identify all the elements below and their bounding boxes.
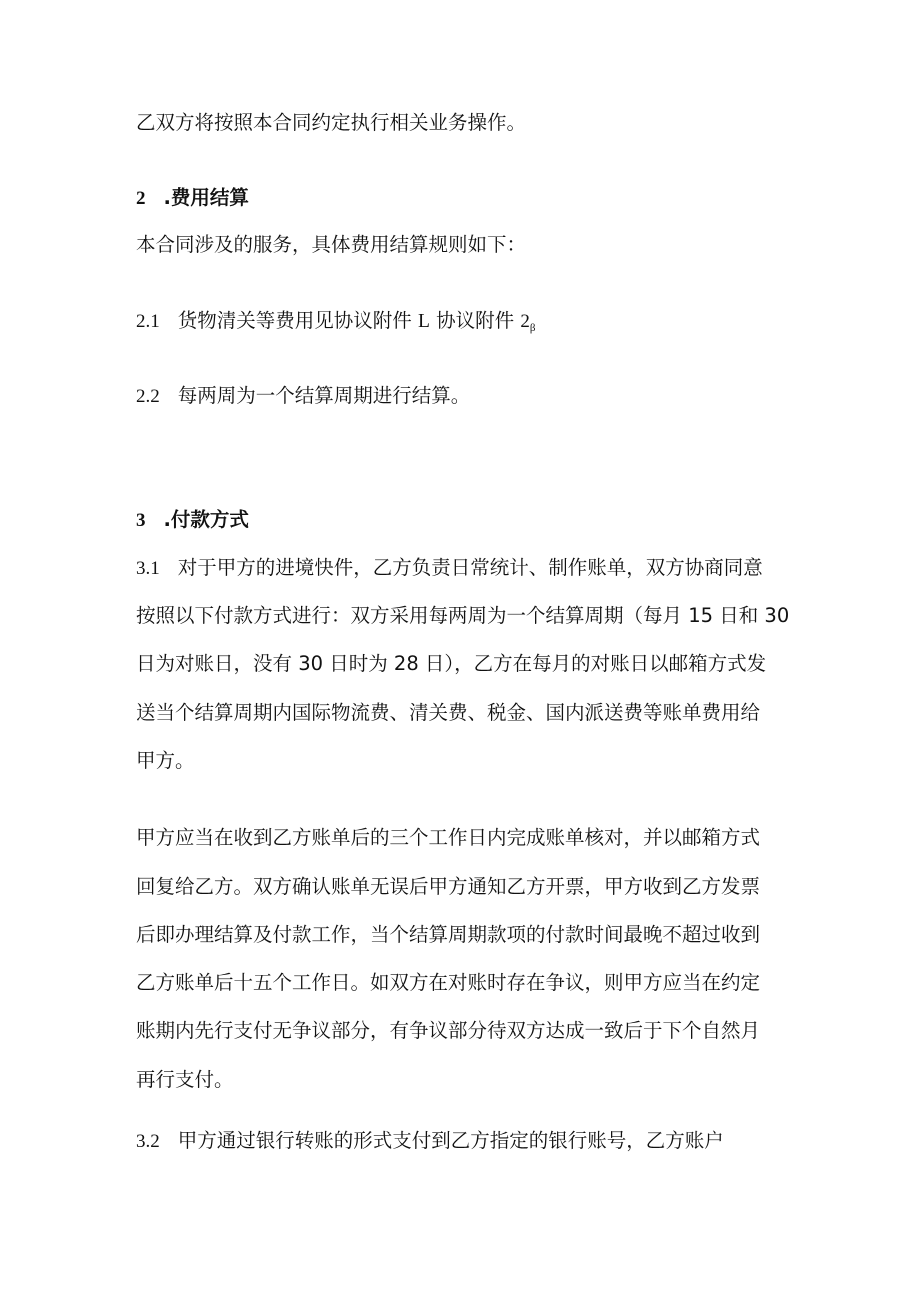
section-title: 费用结算 (170, 186, 249, 209)
clause-text-number: 2 (520, 311, 530, 332)
paragraph-line: 按照以下付款方式进行：双方采用每两周为一个结算周期（每月 15 日和 30 (136, 604, 790, 627)
section-number: 3 (136, 510, 146, 531)
paragraph-line: 本合同涉及的服务，具体费用结算规则如下： (136, 233, 527, 256)
paragraph-line: 甲方应当在收到乙方账单后的三个工作日内完成账单核对，并以邮箱方式 (136, 826, 761, 849)
clause-number: 3.2 (136, 1131, 160, 1152)
clause-text: 甲方通过银行转账的形式支付到乙方指定的银行账号，乙方账户 (177, 1129, 724, 1152)
clause-text-letter: L (417, 311, 430, 332)
section-dot: . (163, 508, 171, 531)
section-dot: . (163, 186, 171, 209)
clause-text: 对于甲方的进境快件，乙方负责日常统计、制作账单，双方协商同意 (177, 556, 763, 579)
paragraph-line: 账期内先行支付无争议部分，有争议部分待双方达成一致后于下个自然月 (136, 1019, 761, 1042)
paragraph-line: 后即办理结算及付款工作，当个结算周期款项的付款时间最晚不超过收到 (136, 923, 761, 946)
section-title: 付款方式 (170, 508, 249, 531)
clause-text: 货物清关等费用见协议附件 (177, 309, 412, 332)
paragraph-line: 再行支付。 (136, 1068, 234, 1091)
clause-text: 每两周为一个结算周期进行结算。 (177, 384, 471, 407)
clause-number: 2.1 (136, 311, 160, 332)
clause-text: 协议附件 (436, 309, 515, 332)
clause-3-2 (136, 1128, 724, 1155)
paragraph-line: 甲方。 (136, 749, 195, 772)
paragraph-line: 乙方账单后十五个工作日。如双方在对账时存在争议，则甲方应当在约定 (136, 971, 761, 994)
clause-2-2 (136, 383, 470, 410)
section-number: 2 (136, 188, 146, 209)
clause-text-subscript: β (529, 322, 536, 334)
clause-number: 3.1 (136, 558, 160, 579)
paragraph-line: 送当个结算周期内国际物流费、清关费、税金、国内派送费等账单费用给 (136, 701, 761, 724)
section-heading-3 (136, 507, 249, 534)
clause-3-1 (136, 555, 763, 582)
paragraph-line: 日为对账日，没有 30 日时为 28 日），乙方在每月的对账日以邮箱方式发 (136, 652, 767, 675)
paragraph-line: 乙双方将按照本合同约定执行相关业务操作。 (136, 111, 527, 134)
clause-number: 2.2 (136, 386, 160, 407)
clause-2-1 (136, 308, 535, 341)
paragraph-line: 回复给乙方。双方确认账单无误后甲方通知乙方开票，甲方收到乙方发票 (136, 875, 761, 898)
section-heading-2 (136, 185, 249, 212)
